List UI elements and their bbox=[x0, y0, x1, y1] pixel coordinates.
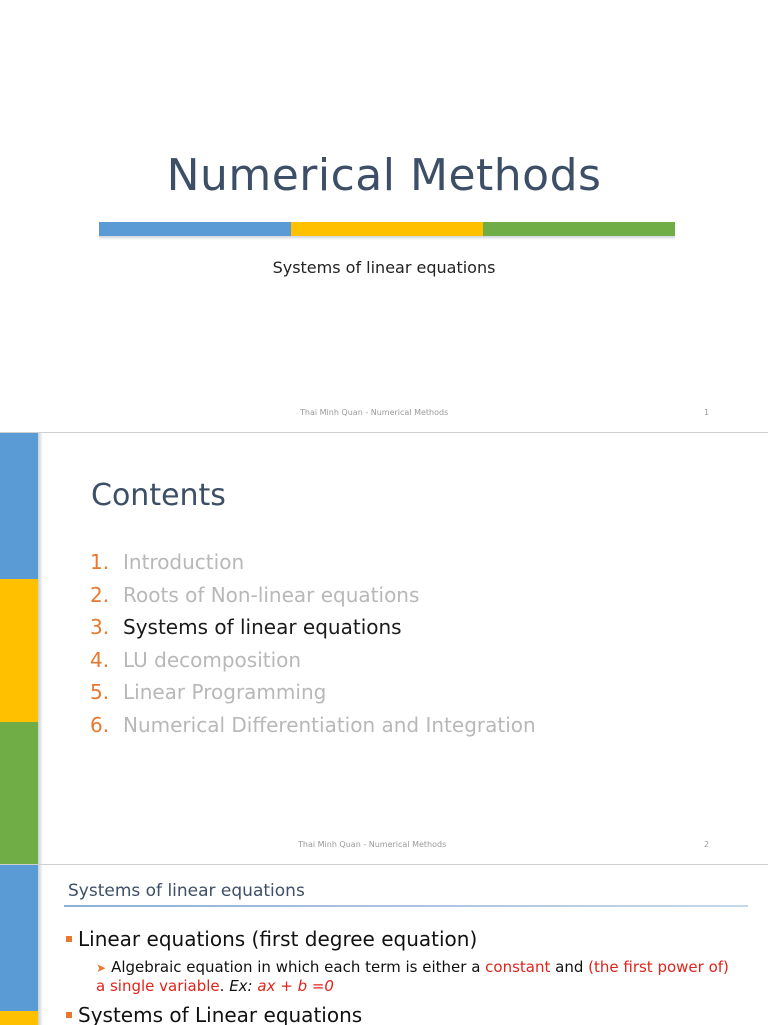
slide-footer: Thai Minh Quan - Numerical Methods bbox=[300, 408, 449, 417]
list-item bbox=[90, 676, 536, 709]
bar-shadow bbox=[99, 236, 675, 240]
bullet-text: Systems of Linear equations bbox=[78, 1003, 363, 1025]
list-item bbox=[90, 579, 536, 612]
list-item-text: Systems of linear equations bbox=[123, 615, 402, 639]
edge-block-green bbox=[0, 722, 38, 865]
list-item-text: Roots of Non-linear equations bbox=[123, 582, 420, 607]
sub-text-example: ax + b =0 bbox=[252, 977, 334, 995]
sub-bullet-definition bbox=[96, 958, 736, 995]
title-slide bbox=[0, 0, 768, 432]
arrow-bullet-icon: ➤ bbox=[96, 961, 107, 975]
square-bullet-icon bbox=[66, 936, 72, 942]
list-item-number: 5. bbox=[90, 680, 110, 704]
list-item-text: LU decomposition bbox=[123, 647, 302, 672]
list-item-number: 2. bbox=[90, 582, 110, 607]
edge-block-yellow bbox=[0, 579, 38, 722]
sub-text-and: and bbox=[550, 958, 589, 976]
bar-segment-green bbox=[483, 222, 675, 236]
list-item-active bbox=[90, 611, 536, 644]
list-item-number: 3. bbox=[90, 615, 110, 639]
edge-block-blue bbox=[0, 865, 38, 1011]
edge-block-yellow bbox=[0, 1011, 38, 1025]
bullet-text: Linear equations (first degree equation) bbox=[78, 927, 478, 951]
sub-text-ex: Ex: bbox=[229, 977, 253, 995]
slide-title: Numerical Methods bbox=[166, 150, 602, 201]
slide-heading: Systems of linear equations bbox=[68, 881, 305, 901]
list-item-text: Introduction bbox=[123, 550, 245, 574]
square-bullet-icon bbox=[66, 1012, 72, 1018]
list-item bbox=[90, 644, 536, 677]
list-item bbox=[90, 709, 536, 742]
sub-text-constant: constant bbox=[485, 958, 551, 976]
edge-block-blue bbox=[0, 433, 38, 579]
title-color-bar bbox=[99, 222, 675, 236]
bar-segment-blue bbox=[99, 222, 291, 236]
bullet-linear-equations bbox=[66, 927, 477, 951]
list-item-number: 1. bbox=[90, 550, 110, 574]
bullet-systems bbox=[66, 1003, 362, 1025]
list-item-number: 4. bbox=[90, 647, 110, 672]
sub-text-single-variable: (the first power of) a single variable bbox=[96, 958, 729, 995]
heading-rule bbox=[64, 905, 748, 907]
slide-subtitle: Systems of linear equations bbox=[272, 258, 496, 277]
slide-footer: Thai Minh Quan - Numerical Methods bbox=[298, 840, 447, 849]
list-item-number: 6. bbox=[90, 712, 110, 737]
bar-segment-yellow bbox=[291, 222, 483, 236]
contents-list bbox=[90, 546, 536, 741]
contents-heading: Contents bbox=[91, 478, 226, 513]
list-item-text: Linear Programming bbox=[123, 680, 327, 704]
page-number: 2 bbox=[704, 840, 710, 849]
sub-text-a: Algebraic equation in which each term is either a bbox=[111, 958, 486, 976]
sub-text-period: . bbox=[219, 977, 230, 995]
content-slide bbox=[0, 864, 768, 1025]
list-item bbox=[90, 546, 536, 579]
left-color-edge bbox=[0, 865, 38, 1025]
left-color-edge bbox=[0, 433, 38, 865]
edge-shadow bbox=[38, 865, 43, 1025]
list-item-text: Numerical Differentiation and Integration bbox=[123, 712, 536, 737]
page-number: 1 bbox=[704, 408, 710, 417]
edge-shadow bbox=[38, 433, 43, 865]
